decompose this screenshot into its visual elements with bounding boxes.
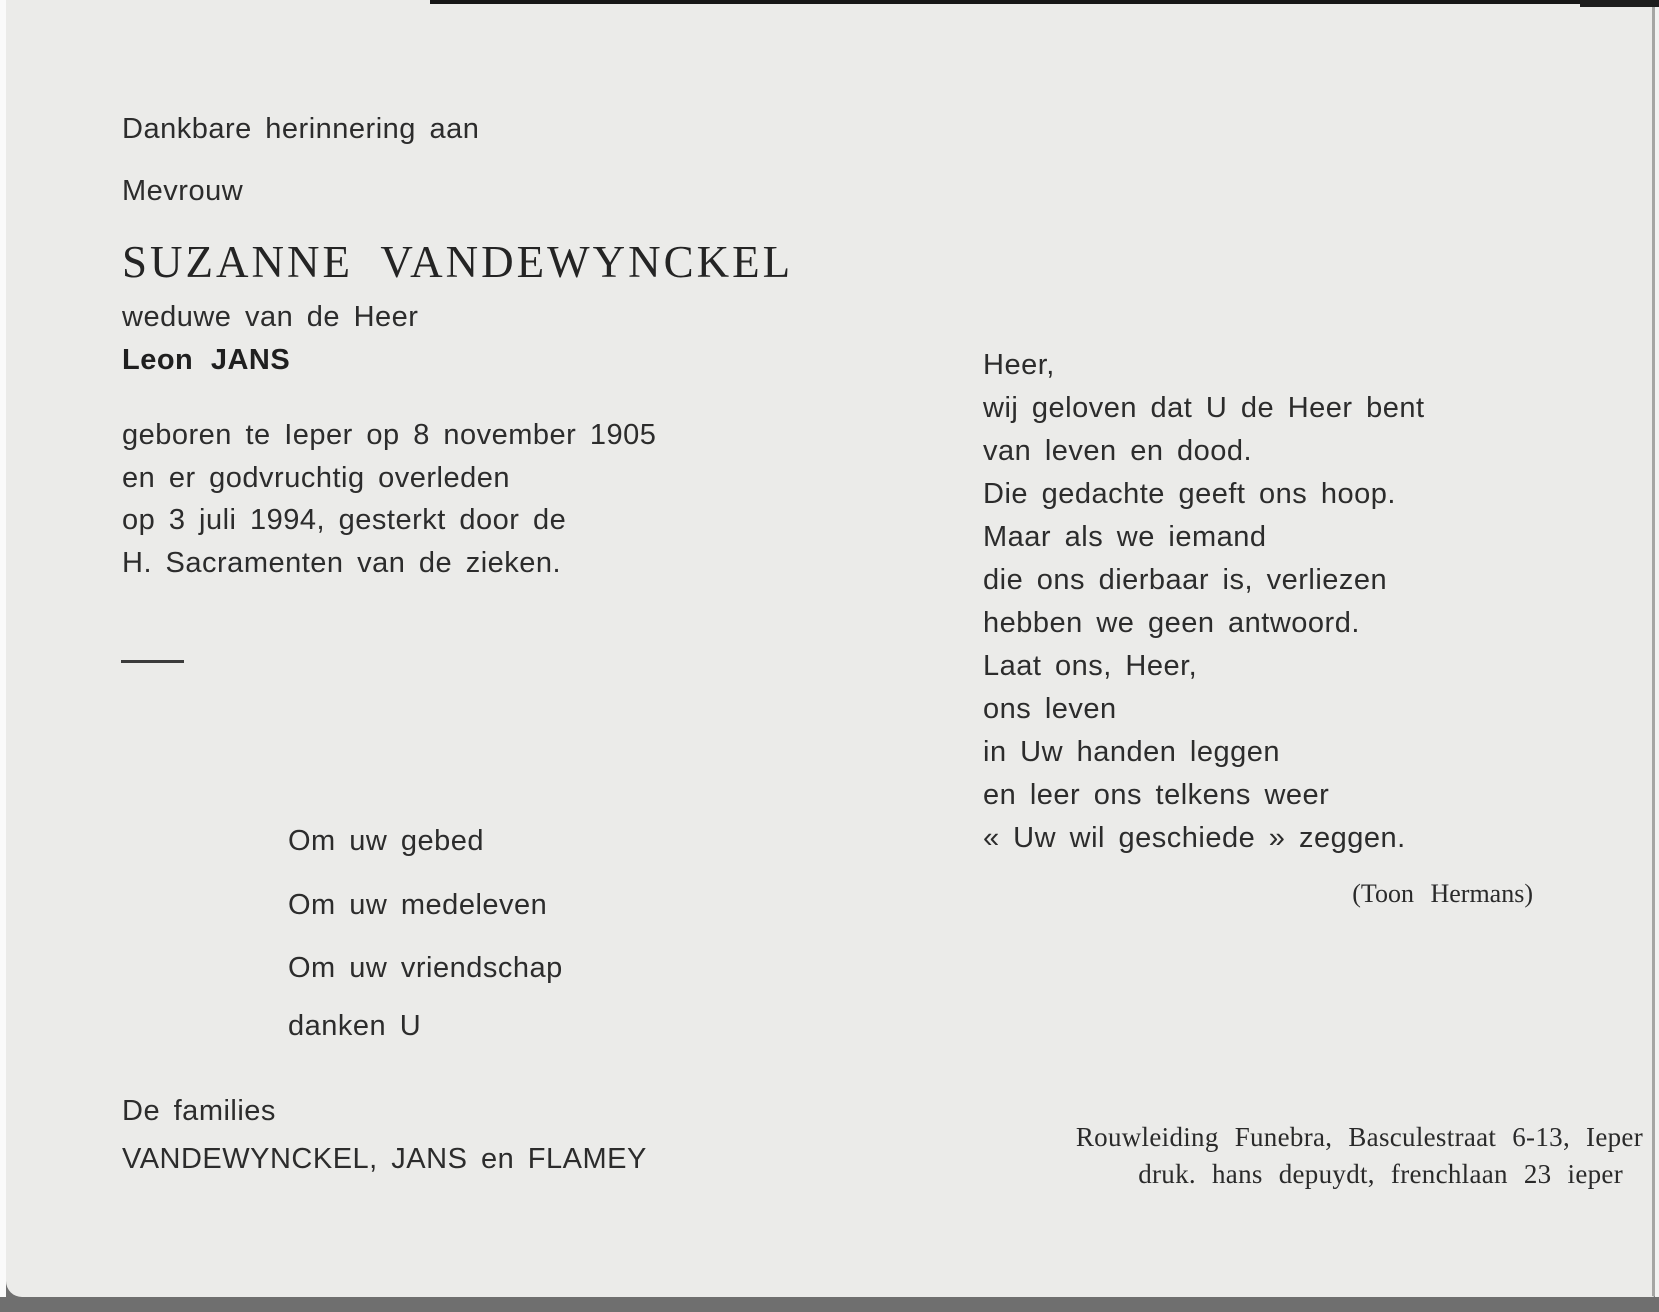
funeral-home-line: Rouwleiding Funebra, Basculestraat 6-13, Ieper (1075, 1122, 1643, 1152)
prayer-line: van leven en dood. (983, 435, 1253, 467)
separator-dash (121, 660, 184, 663)
scan-edge-top-line (430, 0, 1659, 4)
prayer-line: ons leven (983, 693, 1117, 725)
widow-line: weduwe van de Heer (122, 301, 419, 333)
life-details-line: H. Sacramenten van de zieken. (122, 546, 562, 579)
prayer-line: Maar als we iemand (983, 521, 1267, 553)
intro-line: Dankbare herinnering aan (122, 113, 480, 145)
prayer-line: die ons dierbaar is, verliezen (983, 564, 1388, 596)
prayer-attribution: (Toon Hermans) (1352, 879, 1533, 908)
life-details-line: geboren te Ieper op 8 november 1905 (122, 419, 657, 451)
life-details (122, 414, 656, 584)
thanks-line: Om uw gebed (288, 825, 485, 857)
families-names: VANDEWYNCKEL, JANS en FLAMEY (122, 1143, 647, 1175)
thanks-line: Om uw medeleven (288, 889, 548, 921)
scan-edge-right-line (1652, 4, 1655, 1296)
scan-edge-right (1655, 0, 1659, 1297)
thanks-line: Om uw vriendschap (288, 952, 563, 984)
prayer-text (983, 344, 1425, 860)
scan-edge-top-line-end (1580, 0, 1659, 7)
life-details-line: en er godvruchtig overleden (122, 461, 511, 494)
prayer-line: Heer, (983, 349, 1055, 381)
prayer-line: « Uw wil geschiede » zeggen. (983, 822, 1406, 854)
life-details-line: op 3 juli 1994, gesterkt door de (122, 504, 567, 536)
families-intro: De families (122, 1095, 276, 1127)
salutation: Mevrouw (122, 175, 244, 207)
prayer-line: Laat ons, Heer, (983, 650, 1198, 682)
prayer-line: Die gedachte geeft ons hoop. (983, 478, 1396, 510)
scan-edge-left (0, 0, 6, 1297)
prayer-line: in Uw handen leggen (983, 736, 1280, 768)
prayer-line: wij geloven dat U de Heer bent (983, 392, 1425, 424)
prayer-line: hebben we geen antwoord. (983, 607, 1360, 639)
deceased-name: SUZANNE VANDEWYNCKEL (122, 237, 794, 287)
thanks-line: danken U (288, 1010, 422, 1042)
husband-name: Leon JANS (122, 344, 291, 376)
prayer-line: en leer ons telkens weer (983, 779, 1330, 811)
printer-line: druk. hans depuydt, frenchlaan 23 ieper (1138, 1159, 1623, 1189)
